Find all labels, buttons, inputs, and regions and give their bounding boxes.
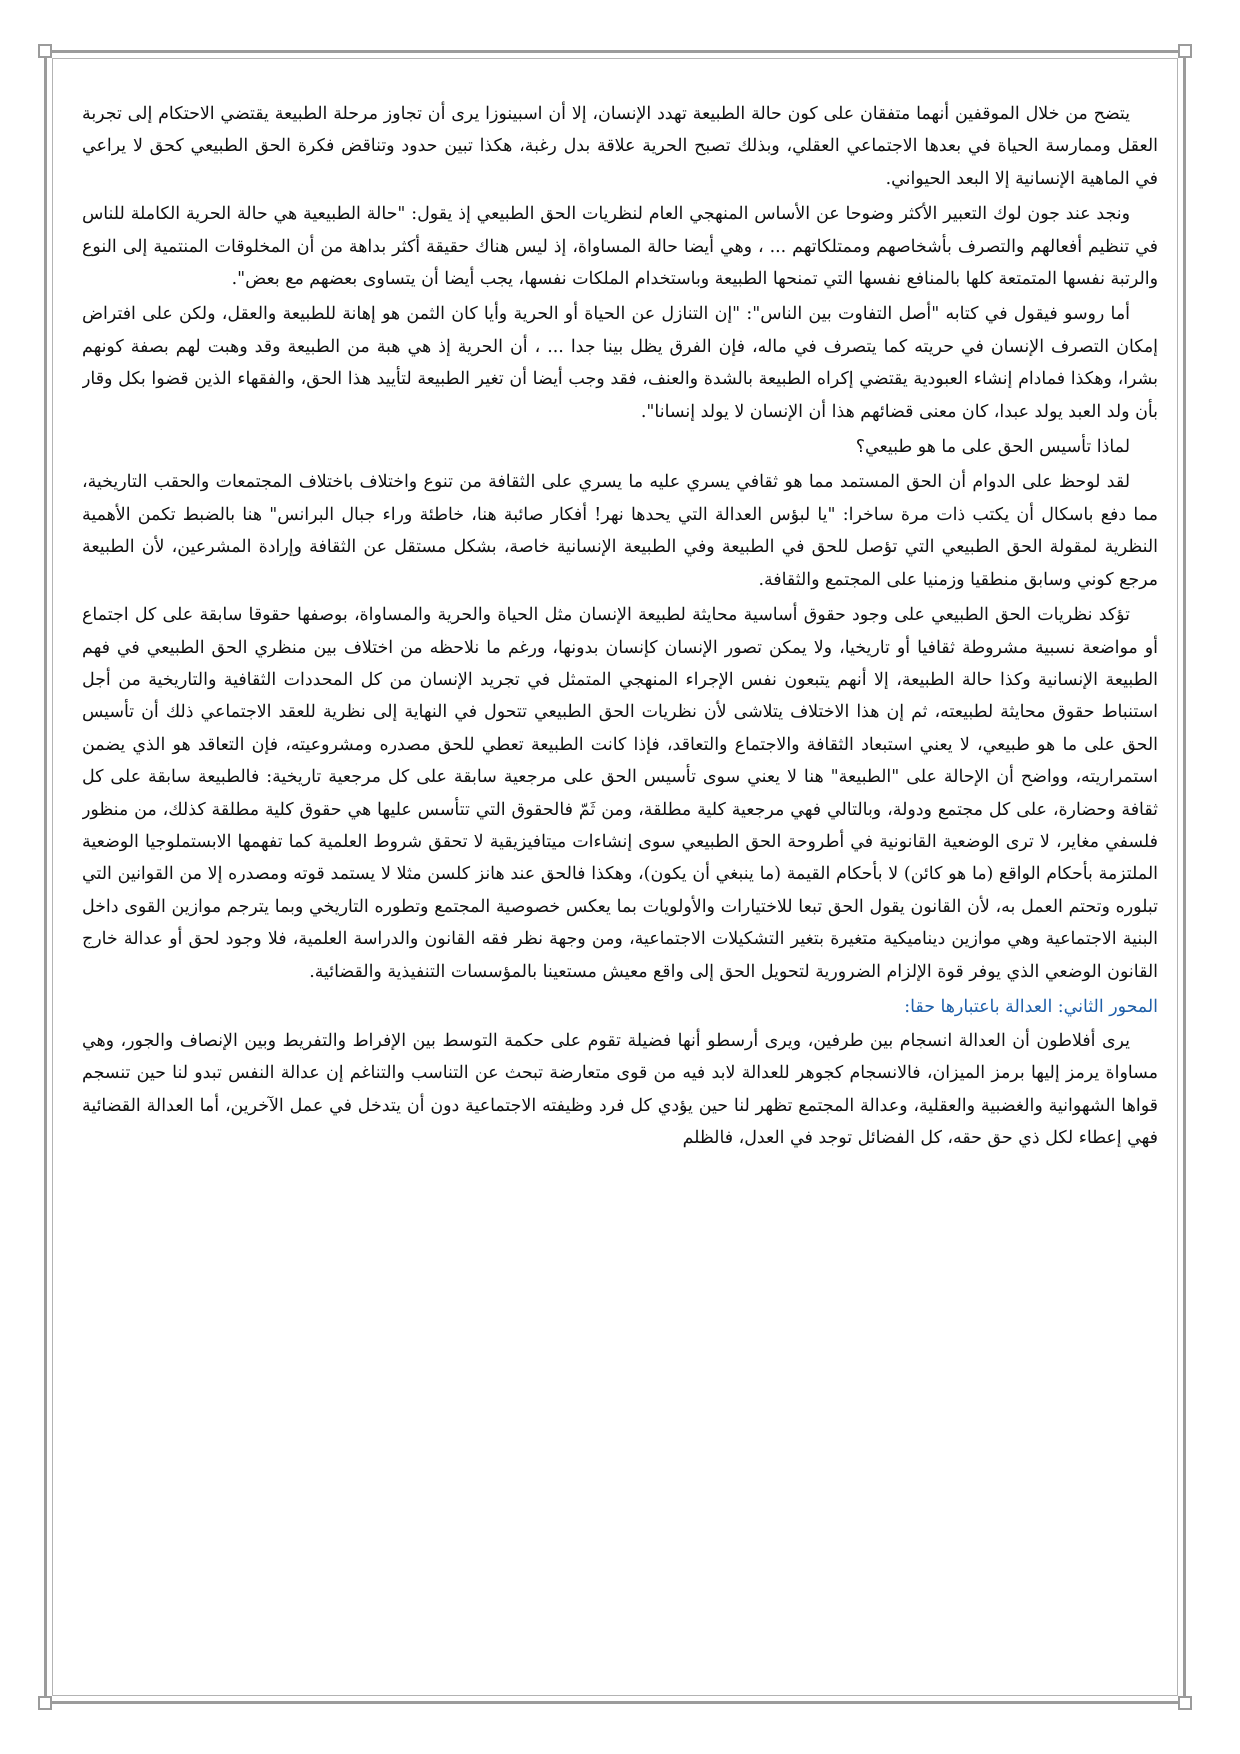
paragraph-pascal: لقد لوحظ على الدوام أن الحق المستمد مما هو ثقافي يسري عليه ما يسري على الثقافة من تنوع واختلاف باختلاف المجتمعات والحقب التاريخية، مما دفع باسكال أن يكتب ذات مرة ساخرا: "يا لبؤس العدالة التي يحدها نهر! أفكار صائبة هنا، خاطئة وراء جبال البرانس" هنا بالضبط تكمن الأهمية النظرية لمقولة الحق الطبيعي التي تؤصل للحق في الطبيعة وفي الطبيعة الإنسانية خاصة، بشكل مستقل عن الثقافة وإرادة المشرعين، لأن الطبيعة مرجع كوني وسابق منطقيا وزمنيا على المجتمع والثقافة.: [82, 472, 1158, 590]
question-line: لماذا تأسيس الحق على ما هو طبيعي؟: [855, 437, 1130, 458]
paragraph-rousseau: أما روسو فيقول في كتابه "أصل التفاوت بين الناس": "إن التنازل عن الحياة أو الحرية وأيا كان الثمن هو إهانة للطبيعة والعقل، ولكن على افتراض إمكان التصرف الإنسان في حريته كما يتصرف في ماله، فإن الفرق يظل بينا جدا ... ، أن الحرية إذ هي هبة من الطبيعة وقد وهبت لهم بصفة كونهم بشرا، وهكذا فمادام إنشاء العبودية يقتضي إكراه الطبيعة بالشدة والعنف، فقد وجب أيضا أن تغير الطبيعة لتأييد هذا الحق، والفقهاء الذين قضوا بكل وقار بأن ولد العبد يولد عبدا، كان معنى قضائهم هذا أن الإنسان لا يولد إنسانا".: [82, 304, 1158, 422]
document-body: [82, 98, 1158, 1688]
border-corner-bottom-left: [38, 1696, 52, 1710]
border-corner-bottom-right: [1178, 1696, 1192, 1710]
paragraph-spinoza: يتضح من خلال الموقفين أنهما متفقان على كون حالة الطبيعة تهدد الإنسان، إلا أن اسبينوزا يرى أن تجاوز مرحلة الطبيعة يقتضي الاحتكام إلى تجربة العقل وممارسة الحياة في بعدها الاجتماعي العقلي، وبذلك تصبح الحرية علاقة بدل رغبة، هكذا تبين حدود وتناقض فكرة الحق الطبيعي كحق لا يراعي في الماهية الإنسانية إلا البعد الحيواني.: [82, 104, 1158, 189]
border-corner-top-left: [38, 44, 52, 58]
paragraph-natural-rights: تؤكد نظريات الحق الطبيعي على وجود حقوق أساسية محايثة لطبيعة الإنسان مثل الحياة والحرية والمساواة، بوصفها حقوقا سابقة على كل اجتماع أو مواضعة نسبية مشروطة ثقافيا أو تاريخيا، ولا يمكن تصور الإنسان كإنسان بدونها، ورغم ما نلاحظه من اختلاف بين منظري الحق الطبيعي في فهم الطبيعة الإنسانية وكذا حالة الطبيعة، إلا أنهم يتبعون نفس الإجراء المنهجي المتمثل في تجريد الإنسان من كل المحددات الثقافية والتاريخية من أجل استنباط حقوق محايثة لطبيعته، ثم إن هذا الاختلاف يتلاشى لأن نظريات الحق الطبيعي تتحول في النهاية إلى نظرية للعقد الاجتماعي ذلك أن تأسيس الحق على ما هو طبيعي، لا يعني استبعاد الثقافة والاجتماع والتعاقد، فإذا كانت الطبيعة تعطي للحق مصدره ومشروعيته، فإن التعاقد هو الذي يضمن استمراريته، وواضح أن الإحالة على "الطبيعة" هنا لا يعني سوى تأسيس الحق على مرجعية سابقة على كل مرجعية تاريخية: فالطبيعة سابقة على كل ثقافة وحضارة، على كل مجتمع ودولة، وبالتالي فهي مرجعية كلية مطلقة، ومن ثَمّ فالحقوق التي تتأسس عليها هي حقوق كلية مطلقة كذلك، من منظور فلسفي مغاير، لا ترى الوضعية القانونية في أطروحة الحق الطبيعي سوى إنشاءات ميتافيزيقية لا تحقق شروط العلمية كما تفهمها الابستملوجيا الوضعية الملتزمة بأحكام الواقع (ما هو كائن) لا بأحكام القيمة (ما ينبغي أن يكون)، وهكذا فالحق عند هانز كلسن مثلا لا يستمد قوته ومصدره إلا من القوانين التي تبلوره وتحتم العمل به، لأن القانون يقول الحق تبعا للاختيارات والأولويات بما يعكس خصوصية المجتمع وتطوره التاريخي وبما يترجم موازين القوى داخل البنية الاجتماعية وهي موازين ديناميكية متغيرة بتغير التشكيلات الاجتماعية، ومن وجهة نظر فقه القانون والدراسة العلمية، فلا وجود لحق أو عدالة خارج القانون الوضعي الذي يوفر قوة الإلزام الضرورية لتحويل الحق إلى واقع معيش مستعينا بالمؤسسات التنفيذية والقضائية.: [82, 605, 1158, 982]
border-corner-top-right: [1178, 44, 1192, 58]
section-heading: المحور الثاني: العدالة باعتبارها حقا:: [904, 996, 1158, 1017]
paragraph-locke: ونجد عند جون لوك التعبير الأكثر وضوحا عن الأساس المنهجي العام لنظريات الحق الطبيعي إذ يقول: "حالة الطبيعية هي حالة الحرية الكاملة للناس في تنظيم أفعالهم والتصرف بأشخاصهم وممتلكاتهم ... ، وهي أيضا حالة المساواة، إذ ليس هناك حقيقة أكثر بداهة من أن المخلوقات المنتمية إلى النوع والرتبة نفسها المتمتعة كلها بالمنافع نفسها التي تمنحها الطبيعة وباستخدام الملكات نفسها، يجب أيضا أن يتساوى بعضهم مع بعض".: [82, 204, 1158, 290]
paragraph-plato-aristotle: يرى أفلاطون أن العدالة انسجام بين طرفين، ويرى أرسطو أنها فضيلة تقوم على حكمة التوسط بين الإفراط والتفريط وبين الإنصاف والجور، وهي مساواة يرمز إليها برمز الميزان، فالانسجام كجوهر للعدالة لابد فيه من قوى متعارضة تبحث عن التناسب والتناغم إن عدالة النفس تبدو لنا حين تنسجم قواها الشهوانية والغضبية والعقلية، وعدالة المجتمع تظهر لنا حين يؤدي كل فرد وظيفته الاجتماعية دون أن يتدخل في عمل الآخرين، أما العدالة القضائية فهي إعطاء لكل ذي حق حقه، كل الفضائل توجد في العدل، فالظلم: [82, 1030, 1158, 1149]
